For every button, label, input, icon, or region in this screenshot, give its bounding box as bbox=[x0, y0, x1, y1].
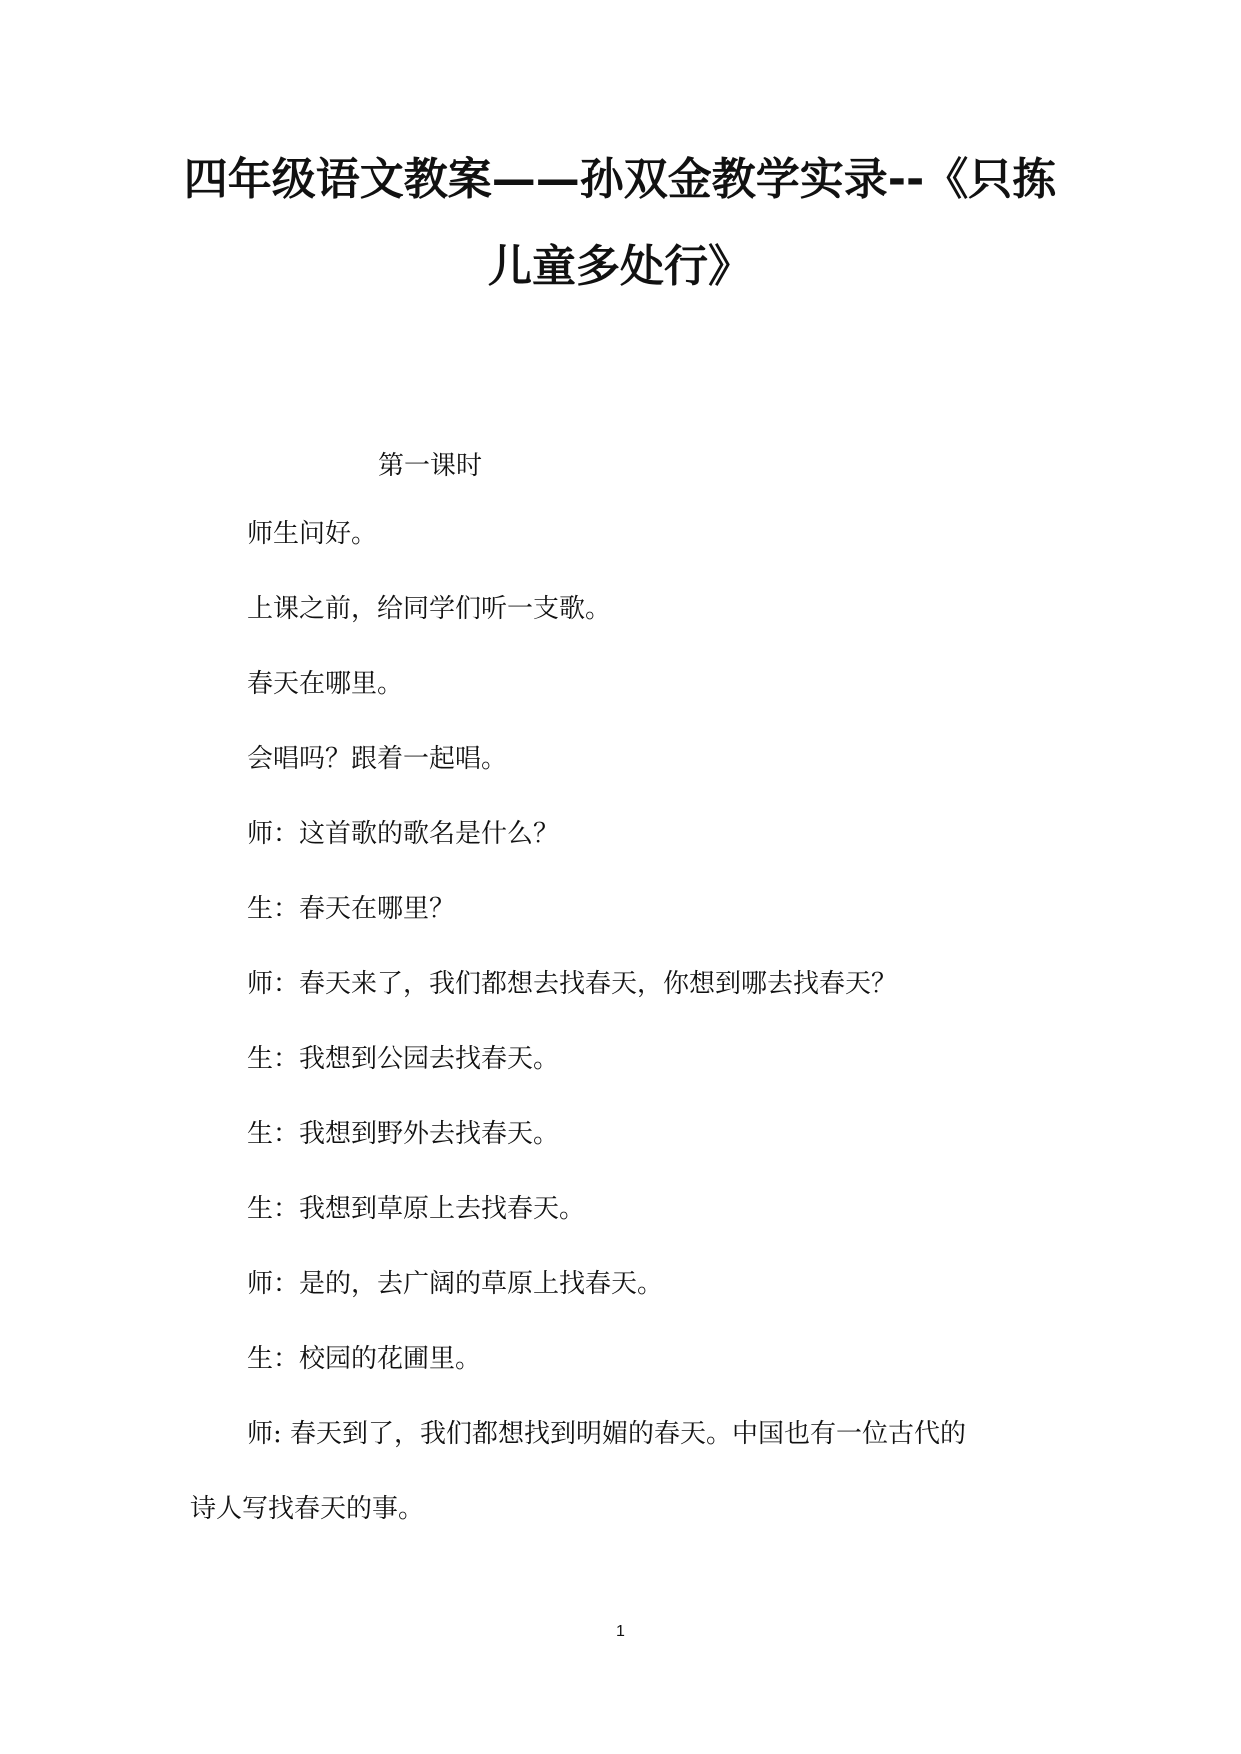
paragraph-12: 生：校园的花圃里。 bbox=[247, 1344, 482, 1374]
paragraph-8: 生：我想到公园去找春天。 bbox=[247, 1044, 560, 1074]
section-heading: 第一课时 bbox=[378, 451, 483, 481]
paragraph-7: 师：春天来了，我们都想去找春天，你想到哪去找春天？ bbox=[247, 969, 898, 999]
paragraph-5: 师：这首歌的歌名是什么？ bbox=[247, 819, 560, 849]
page-number: 1 bbox=[616, 1623, 625, 1640]
paragraph-11: 师：是的，去广阔的草原上找春天。 bbox=[247, 1269, 664, 1299]
paragraph-2: 上课之前，给同学们听一支歌。 bbox=[247, 594, 612, 624]
paragraph-10: 生：我想到草原上去找春天。 bbox=[247, 1194, 586, 1224]
paragraph-4: 会唱吗？跟着一起唱。 bbox=[247, 744, 508, 774]
paragraph-13-continuation: 诗人写找春天的事。 bbox=[190, 1494, 425, 1524]
document-title-line-2: 儿童多处行》 bbox=[488, 241, 752, 292]
paragraph-1: 师生问好。 bbox=[247, 519, 378, 549]
paragraph-6: 生：春天在哪里？ bbox=[247, 894, 456, 924]
paragraph-9: 生：我想到野外去找春天。 bbox=[247, 1119, 560, 1149]
paragraph-3: 春天在哪里。 bbox=[247, 669, 404, 699]
paragraph-13: 师: 春天到了，我们都想找到明媚的春天。中国也有一位古代的 bbox=[247, 1419, 967, 1449]
document-title-line-1: 四年级语文教案——孙双金教学实录--《只拣 bbox=[183, 154, 1057, 205]
